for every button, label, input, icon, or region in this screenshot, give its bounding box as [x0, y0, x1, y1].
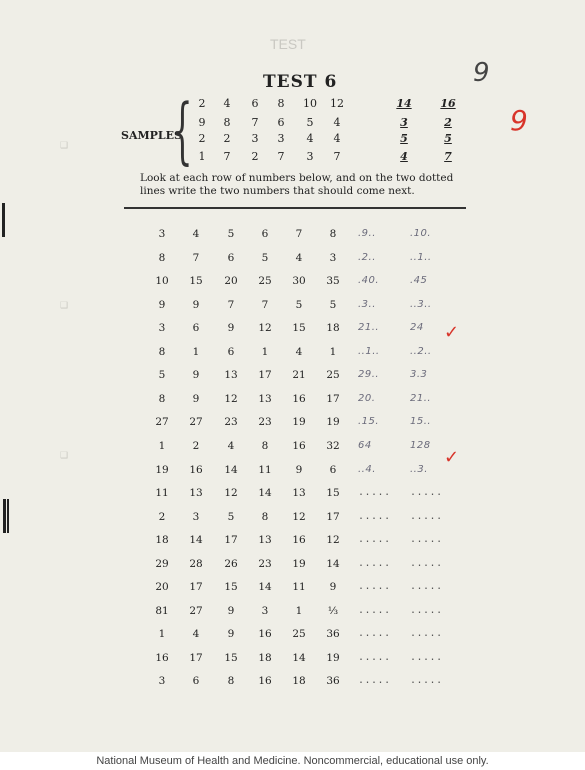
series-value: 12 [292, 511, 306, 523]
sample-value: 2 [251, 150, 259, 163]
question-row [150, 652, 470, 670]
series-value: ⅓ [327, 605, 339, 617]
question-row [150, 275, 470, 293]
question-row [150, 534, 470, 552]
series-value: 5 [227, 228, 235, 240]
answer-blank[interactable]: ..... [358, 487, 391, 498]
sample-value: 8 [223, 116, 231, 129]
series-value: 14 [258, 487, 272, 499]
series-value: 29 [155, 558, 169, 570]
series-value: 11 [155, 487, 169, 499]
series-value: 81 [155, 605, 169, 617]
answer-blank[interactable]: ..... [410, 675, 443, 686]
series-value: 13 [258, 534, 272, 546]
question-row [150, 393, 470, 411]
series-value: 14 [189, 534, 203, 546]
series-value: 9 [192, 299, 200, 311]
series-value: 25 [258, 275, 272, 287]
series-value: 9 [295, 464, 303, 476]
instructions-text: Look at each row of numbers below, and on the two dotted lines write the two numbers that should come next. [140, 172, 454, 197]
series-value: 20 [224, 275, 238, 287]
series-value: 3 [158, 675, 166, 687]
series-value: 6 [329, 464, 337, 476]
question-row [150, 440, 470, 458]
sample-value: 4 [333, 132, 341, 145]
series-value: 10 [155, 275, 169, 287]
question-row [150, 346, 470, 364]
series-value: 32 [326, 440, 340, 452]
question-row [150, 299, 470, 317]
handwritten-answer: 21.. [358, 322, 380, 333]
series-value: 25 [292, 628, 306, 640]
series-value: 14 [224, 464, 238, 476]
series-value: 7 [227, 299, 235, 311]
series-value: 13 [189, 487, 203, 499]
handwritten-answer: 3.3 [410, 369, 428, 380]
question-row [150, 581, 470, 599]
answer-blank[interactable]: ..... [358, 581, 391, 592]
series-value: 19 [292, 558, 306, 570]
series-value: 19 [326, 652, 340, 664]
series-value: 6 [227, 252, 235, 264]
sample-row [192, 132, 472, 150]
series-value: 12 [224, 487, 238, 499]
series-value: 19 [292, 416, 306, 428]
sample-value: 5 [306, 116, 314, 129]
question-row [150, 675, 470, 693]
series-value: 16 [292, 534, 306, 546]
grader-score-red: 9 [510, 104, 528, 137]
series-value: 3 [192, 511, 200, 523]
series-value: 1 [261, 346, 269, 358]
series-value: 20 [155, 581, 169, 593]
grader-checkmark: ✓ [444, 447, 460, 468]
question-row [150, 252, 470, 270]
answer-blank[interactable]: ..... [410, 605, 443, 616]
series-value: 8 [158, 393, 166, 405]
series-value: 18 [155, 534, 169, 546]
sample-answer: 16 [440, 97, 456, 110]
series-value: 15 [292, 322, 306, 334]
sample-value: 12 [330, 97, 344, 110]
series-value: 18 [292, 675, 306, 687]
series-value: 12 [224, 393, 238, 405]
series-value: 1 [192, 346, 200, 358]
handwritten-answer: 21.. [410, 393, 432, 404]
question-row [150, 511, 470, 529]
series-value: 16 [189, 464, 203, 476]
series-value: 18 [326, 322, 340, 334]
answer-blank[interactable]: ..... [410, 652, 443, 663]
answer-blank[interactable]: ..... [358, 605, 391, 616]
series-value: 16 [292, 440, 306, 452]
series-value: 14 [258, 581, 272, 593]
series-value: 18 [258, 652, 272, 664]
bleed-through-mark: ❑ [60, 450, 69, 460]
handwritten-answer: 128 [410, 440, 431, 451]
sample-answer: 5 [400, 132, 408, 145]
sample-row [192, 97, 472, 115]
series-value: 9 [158, 299, 166, 311]
answer-blank[interactable]: ..... [410, 534, 443, 545]
answer-blank[interactable]: ..... [410, 487, 443, 498]
answer-blank[interactable]: ..... [358, 511, 391, 522]
sample-answer: 14 [396, 97, 412, 110]
series-value: 3 [158, 228, 166, 240]
divider-rule [124, 207, 466, 209]
series-value: 2 [192, 440, 200, 452]
series-value: 9 [227, 322, 235, 334]
question-row [150, 228, 470, 246]
binding-mark [3, 499, 6, 533]
handwritten-answer: 15.. [410, 416, 432, 427]
series-value: 8 [158, 252, 166, 264]
series-value: 1 [158, 628, 166, 640]
handwritten-answer: .40. [358, 275, 380, 286]
series-value: 35 [326, 275, 340, 287]
series-value: 11 [292, 581, 306, 593]
series-value: 26 [224, 558, 238, 570]
samples-label: SAMPLES [121, 129, 182, 142]
sample-answer: 7 [444, 150, 452, 163]
sample-value: 3 [251, 132, 259, 145]
question-row [150, 628, 470, 646]
answer-blank[interactable]: ..... [358, 628, 391, 639]
series-value: 13 [292, 487, 306, 499]
test-title: TEST 6 [263, 72, 338, 92]
sample-value: 3 [277, 132, 285, 145]
handwritten-answer: ..1.. [358, 346, 380, 357]
series-value: 9 [192, 393, 200, 405]
sample-answer: 3 [400, 116, 408, 129]
series-value: 14 [292, 652, 306, 664]
bleed-through-mark: ❑ [60, 140, 69, 150]
sample-value: 2 [198, 97, 206, 110]
bleed-through-mark: ❑ [60, 300, 69, 310]
answer-blank[interactable]: ..... [358, 675, 391, 686]
series-value: 27 [189, 605, 203, 617]
grader-score-black: 9 [473, 58, 490, 88]
series-value: 6 [227, 346, 235, 358]
handwritten-answer: 64 [358, 440, 372, 451]
series-value: 9 [192, 369, 200, 381]
sample-answer: 4 [400, 150, 408, 163]
handwritten-answer: .2.. [358, 252, 376, 263]
handwritten-answer: .9.. [358, 228, 376, 239]
series-value: 5 [261, 252, 269, 264]
series-value: 25 [326, 369, 340, 381]
series-value: 17 [189, 581, 203, 593]
series-value: 17 [224, 534, 238, 546]
answer-blank[interactable]: ..... [358, 534, 391, 545]
question-row [150, 558, 470, 576]
series-value: 8 [261, 511, 269, 523]
question-row [150, 487, 470, 505]
samples-brace: { [172, 88, 193, 172]
series-value: 3 [158, 322, 166, 334]
series-value: 15 [189, 275, 203, 287]
series-value: 7 [261, 299, 269, 311]
handwritten-answer: .3.. [358, 299, 376, 310]
series-value: 27 [189, 416, 203, 428]
series-value: 6 [192, 322, 200, 334]
series-value: 30 [292, 275, 306, 287]
series-value: 14 [326, 558, 340, 570]
series-value: 16 [155, 652, 169, 664]
series-value: 8 [329, 228, 337, 240]
handwritten-answer: ..2.. [410, 346, 432, 357]
answer-blank[interactable]: ..... [358, 652, 391, 663]
sample-answer: 5 [444, 132, 452, 145]
handwritten-answer: ..1.. [410, 252, 432, 263]
series-value: 5 [158, 369, 166, 381]
series-value: 4 [227, 440, 235, 452]
series-value: 8 [261, 440, 269, 452]
question-row [150, 369, 470, 387]
series-value: 23 [258, 558, 272, 570]
series-value: 5 [329, 299, 337, 311]
sample-value: 2 [198, 132, 206, 145]
binding-mark [7, 499, 9, 533]
series-value: 36 [326, 628, 340, 640]
sample-value: 6 [277, 116, 285, 129]
series-value: 5 [295, 299, 303, 311]
series-value: 9 [227, 605, 235, 617]
series-value: 28 [189, 558, 203, 570]
series-value: 16 [292, 393, 306, 405]
sample-value: 8 [277, 97, 285, 110]
series-value: 19 [155, 464, 169, 476]
series-value: 7 [192, 252, 200, 264]
answer-blank[interactable]: ..... [410, 628, 443, 639]
grader-checkmark: ✓ [444, 322, 460, 343]
sample-answer: 2 [444, 116, 452, 129]
answer-blank[interactable]: ..... [410, 581, 443, 592]
series-value: 19 [326, 416, 340, 428]
series-value: 3 [329, 252, 337, 264]
series-value: 4 [192, 628, 200, 640]
series-value: 21 [292, 369, 306, 381]
series-value: 4 [295, 252, 303, 264]
series-value: 15 [224, 581, 238, 593]
series-value: 27 [155, 416, 169, 428]
handwritten-answer: 20. [358, 393, 376, 404]
series-value: 9 [227, 628, 235, 640]
binding-mark [2, 203, 5, 237]
handwritten-answer: 24 [410, 322, 424, 333]
series-value: 1 [295, 605, 303, 617]
answer-blank[interactable]: ..... [358, 558, 391, 569]
sample-value: 7 [223, 150, 231, 163]
sample-value: 7 [333, 150, 341, 163]
series-value: 11 [258, 464, 272, 476]
series-value: 17 [326, 393, 340, 405]
series-value: 13 [224, 369, 238, 381]
sample-value: 4 [333, 116, 341, 129]
series-value: 6 [261, 228, 269, 240]
series-value: 12 [258, 322, 272, 334]
series-value: 8 [227, 675, 235, 687]
question-row [150, 416, 470, 434]
bleed-through-text: TEST [270, 36, 306, 52]
sample-value: 7 [277, 150, 285, 163]
sample-row [192, 150, 472, 168]
sample-value: 1 [198, 150, 206, 163]
series-value: 3 [261, 605, 269, 617]
series-value: 8 [158, 346, 166, 358]
series-value: 15 [326, 487, 340, 499]
answer-blank[interactable]: ..... [410, 511, 443, 522]
handwritten-answer: ..3.. [410, 299, 432, 310]
series-value: 36 [326, 675, 340, 687]
sample-value: 9 [198, 116, 206, 129]
handwritten-answer: 29.. [358, 369, 380, 380]
series-value: 6 [192, 675, 200, 687]
handwritten-answer: .45 [410, 275, 428, 286]
handwritten-answer: ..3. [410, 464, 428, 475]
series-value: 1 [329, 346, 337, 358]
series-value: 15 [224, 652, 238, 664]
answer-blank[interactable]: ..... [410, 558, 443, 569]
series-value: 17 [326, 511, 340, 523]
series-value: 2 [158, 511, 166, 523]
series-value: 17 [258, 369, 272, 381]
series-value: 23 [258, 416, 272, 428]
sample-value: 4 [223, 97, 231, 110]
handwritten-answer: ..4. [358, 464, 376, 475]
question-row [150, 322, 470, 340]
series-value: 12 [326, 534, 340, 546]
series-value: 23 [224, 416, 238, 428]
series-value: 9 [329, 581, 337, 593]
series-value: 5 [227, 511, 235, 523]
sample-value: 10 [303, 97, 317, 110]
series-value: 4 [295, 346, 303, 358]
question-row [150, 464, 470, 482]
handwritten-answer: .15. [358, 416, 380, 427]
series-value: 4 [192, 228, 200, 240]
series-value: 16 [258, 628, 272, 640]
sample-value: 7 [251, 116, 259, 129]
sample-value: 2 [223, 132, 231, 145]
series-value: 7 [295, 228, 303, 240]
handwritten-answer: .10. [410, 228, 432, 239]
attribution-footer: National Museum of Health and Medicine. Noncommercial, educational use only. [0, 752, 585, 770]
sample-value: 4 [306, 132, 314, 145]
series-value: 13 [258, 393, 272, 405]
series-value: 16 [258, 675, 272, 687]
sample-value: 6 [251, 97, 259, 110]
series-value: 1 [158, 440, 166, 452]
sample-value: 3 [306, 150, 314, 163]
series-value: 17 [189, 652, 203, 664]
question-row [150, 605, 470, 623]
